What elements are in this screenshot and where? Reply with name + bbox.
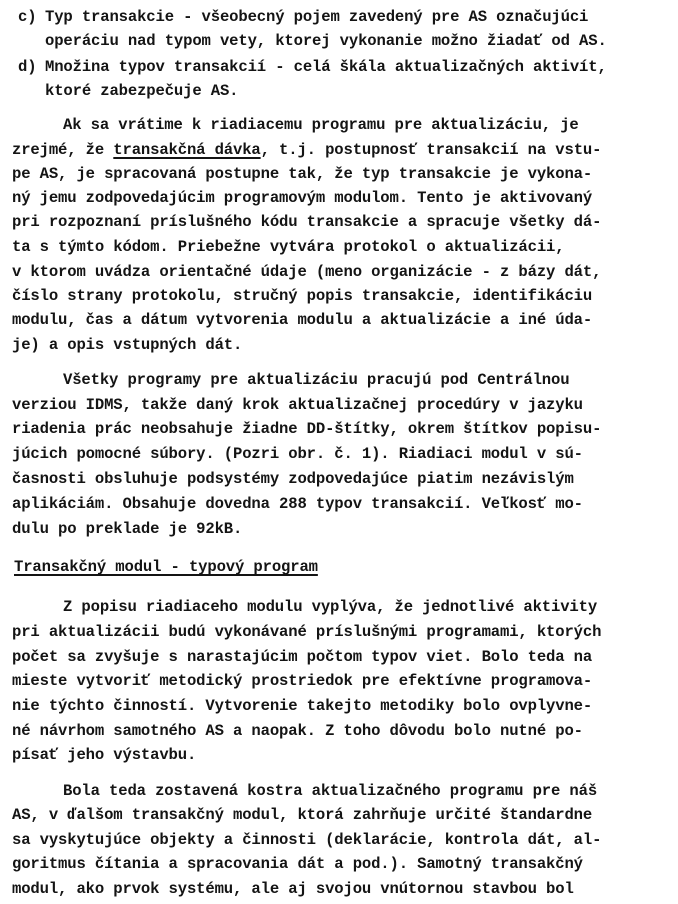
para3-line-1: Z popisu riadiaceho modulu vyplýva, že jednotlivé aktivity [63, 598, 598, 616]
para1-line-4: ný jemu zodpovedajúcim programovým modulom. Tento je aktivovaný [12, 189, 593, 207]
para3-line-7: písať jeho výstavbu. [12, 746, 197, 764]
para2-line-4: júcich pomocné súbory. (Pozri obr. č. 1). Riadiaci modul v sú- [12, 445, 583, 463]
para1-line-8: číslo strany protokolu, stručný popis transakcie, identifikáciu [12, 287, 593, 305]
list-marker-d: d) [18, 58, 37, 76]
para4-line-2: AS, v ďalšom transakčný modul, ktorá zahrňuje určité štandardne [12, 806, 593, 824]
list-item-c-line-1: Typ transakcie - všeobecný pojem zavedený pre AS označujúci [45, 8, 589, 26]
para1-line-6: ta s týmto kódom. Priebežne vytvára protokol o aktualizácii, [12, 238, 565, 256]
para2-line-6: aplikáciám. Obsahuje dovedna 288 typov transakcií. Veľkosť mo- [12, 495, 583, 513]
underlined-term: transakčná dávka [113, 141, 261, 159]
para1-line-2 [12, 139, 601, 161]
para2-line-5: časnosti obsluhuje podsystémy zodpovedajúce piatim nezávislým [12, 470, 574, 488]
para4-line-5: modul, ako prvok systému, ale aj svojou vnútornou stavbou bol [12, 880, 574, 898]
list-item-d-line-2: ktoré zabezpečuje AS. [45, 82, 239, 100]
para2-line-2: verziou IDMS, takže daný krok aktualizačnej procedúry v jazyku [12, 396, 583, 414]
list-item-c-line-2: operáciu nad typom vety, ktorej vykonanie možno žiadať od AS. [45, 32, 607, 50]
para3-line-4: mieste vytvoriť metodický prostriedok pre efektívne programova- [12, 672, 593, 690]
para3-line-5: nie týchto činností. Vytvorenie takejto metodiky bolo ovplyvne- [12, 697, 593, 715]
para4-line-3: sa vyskytujúce objekty a činnosti (deklarácie, kontrola dát, al- [12, 831, 602, 849]
para1-line-2-start: zrejmé, že [12, 141, 114, 159]
para3-line-3: počet sa zvyšuje s narastajúcim počtom typov viet. Bolo teda na [12, 648, 593, 666]
para3-line-2: pri aktualizácii budú vykonávané príslušnými programami, ktorých [12, 623, 602, 641]
para1-line-3: pe AS, je spracovaná postupne tak, že typ transakcie je vykona- [12, 165, 593, 183]
para1-line-10: je) a opis vstupných dát. [12, 336, 243, 354]
para4-line-4: goritmus čítania a spracovania dát a pod.). Samotný transakčný [12, 855, 583, 873]
para3-line-6: né návrhom samotného AS a naopak. Z toho dôvodu bolo nutné po- [12, 722, 583, 740]
para4-line-1: Bola teda zostavená kostra aktualizačného programu pre náš [63, 782, 598, 800]
para2-line-7: dulu po preklade je 92kB. [12, 520, 243, 538]
para1-line-9: modulu, čas a dátum vytvorenia modulu a aktualizácie a iné úda- [12, 311, 593, 329]
list-marker-c: c) [18, 8, 37, 26]
para1-line-1: Ak sa vrátime k riadiacemu programu pre aktualizáciu, je [63, 116, 579, 134]
para2-line-1: Všetky programy pre aktualizáciu pracujú pod Centrálnou [63, 371, 570, 389]
para1-line-7: v ktorom uvádza orientačné údaje (meno organizácie - z bázy dát, [12, 263, 602, 281]
para1-line-5: pri rozpoznaní príslušného kódu transakcie a spracuje všetky dá- [12, 213, 602, 231]
section-heading: Transakčný modul - typový program [14, 558, 318, 576]
para1-line-2-end: , t.j. postupnosť transakcií na vstu- [260, 141, 602, 159]
list-item-d-line-1: Množina typov transakcií - celá škála aktualizačných aktivít, [45, 58, 607, 76]
para2-line-3: riadenia prác neobsahuje žiadne DD-štítky, okrem štítkov popisu- [12, 420, 602, 438]
